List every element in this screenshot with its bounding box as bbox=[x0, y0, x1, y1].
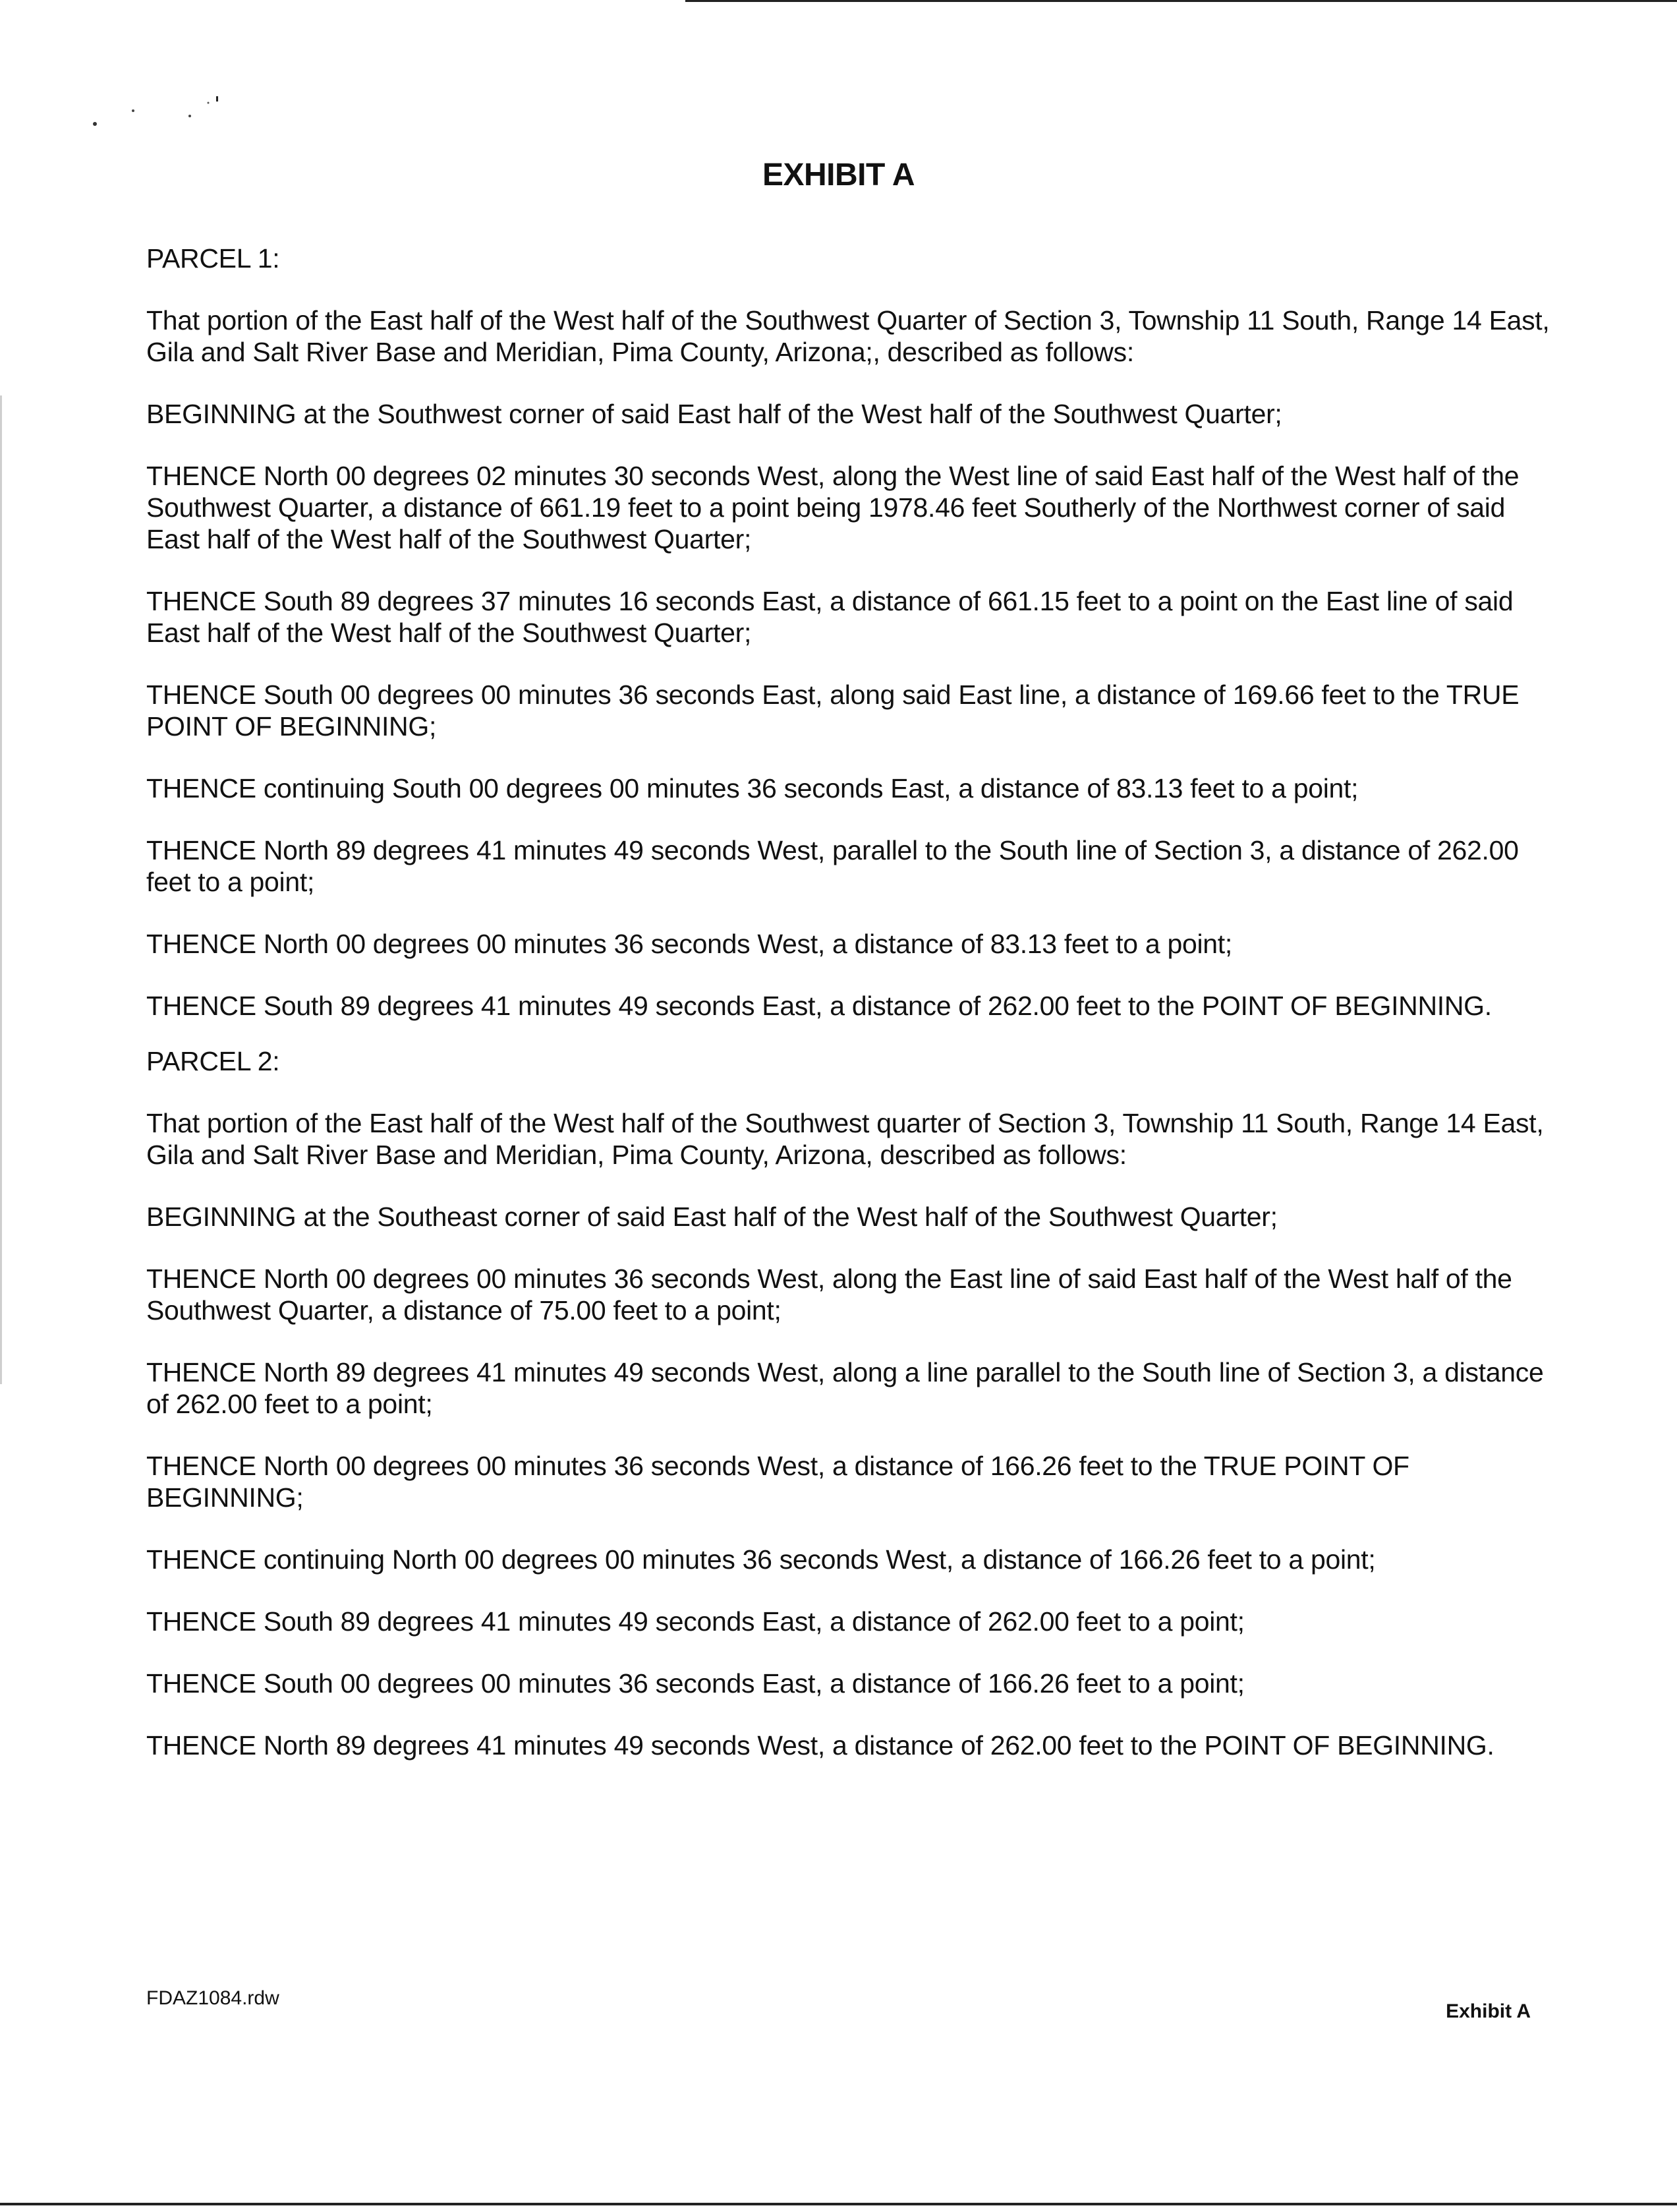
parcel-1-course-3: THENCE South 00 degrees 00 minutes 36 seconds East, along said East line, a distance of 169.66 feet to the TRUE POINT OF BEGINNING; bbox=[146, 680, 1520, 742]
footer-exhibit-label: Exhibit A bbox=[1446, 2000, 1531, 2022]
parcel-1-section bbox=[146, 243, 1550, 1022]
parcel-1-course-7: THENCE South 89 degrees 41 minutes 49 seconds East, a distance of 262.00 feet to the POINT OF BEGINNING. bbox=[146, 991, 1492, 1021]
parcel-2-description: That portion of the East half of the West half of the Southwest quarter of Section 3, Township 11 South, Range 14 East, Gila and Salt River Base and Meridian, Pima County, Arizona, described as follows: bbox=[146, 1108, 1544, 1170]
parcel-2-course-3: THENCE North 00 degrees 00 minutes 36 seconds West, a distance of 166.26 feet to the TRUE POINT OF BEGINNING; bbox=[146, 1451, 1409, 1513]
parcel-2-course-7: THENCE North 89 degrees 41 minutes 49 seconds West, a distance of 262.00 feet to the POINT OF BEGINNING. bbox=[146, 1730, 1494, 1761]
parcel-2-course-5: THENCE South 89 degrees 41 minutes 49 seconds East, a distance of 262.00 feet to a point; bbox=[146, 1606, 1245, 1637]
scan-left-edge bbox=[0, 395, 2, 1384]
parcel-2-course-6: THENCE South 00 degrees 00 minutes 36 seconds East, a distance of 166.26 feet to a point; bbox=[146, 1668, 1245, 1699]
parcel-1-description: That portion of the East half of the West half of the Southwest Quarter of Section 3, Township 11 South, Range 14 East, Gila and Salt River Base and Meridian, Pima County, Arizona;, described as follows: bbox=[146, 305, 1550, 367]
scan-specks bbox=[79, 86, 237, 138]
parcel-1-beginning: BEGINNING at the Southwest corner of said East half of the West half of the Southwest Quarter; bbox=[146, 399, 1282, 429]
scan-bottom-border bbox=[0, 2203, 1677, 2205]
parcel-2-beginning: BEGINNING at the Southeast corner of said East half of the West half of the Southwest Quarter; bbox=[146, 1202, 1278, 1232]
parcel-1-course-2: THENCE South 89 degrees 37 minutes 16 seconds East, a distance of 661.15 feet to a point on the East line of said East half of the West half of the Southwest Quarter; bbox=[146, 586, 1514, 648]
parcel-2-section bbox=[146, 1045, 1550, 1761]
parcel-1-course-5: THENCE North 89 degrees 41 minutes 49 seconds West, parallel to the South line of Section 3, a distance of 262.00 feet to a point; bbox=[146, 835, 1519, 897]
parcel-1-course-1: THENCE North 00 degrees 02 minutes 30 seconds West, along the West line of said East half of the West half of the Southwest Quarter, a distance of 661.19 feet to a point being 1978.46 feet Southerly of the Northwest corner of said East half of the West half of the Southwest Quarter; bbox=[146, 461, 1520, 554]
document-title: EXHIBIT A bbox=[762, 158, 915, 192]
parcel-2-heading: PARCEL 2: bbox=[146, 1046, 280, 1076]
parcel-2-course-4: THENCE continuing North 00 degrees 00 minutes 36 seconds West, a distance of 166.26 feet to a point; bbox=[146, 1544, 1376, 1575]
parcel-1-heading: PARCEL 1: bbox=[146, 243, 280, 274]
document-body bbox=[146, 243, 1550, 1791]
parcel-2-course-2: THENCE North 89 degrees 41 minutes 49 seconds West, along a line parallel to the South line of Section 3, a distance of 262.00 feet to a point; bbox=[146, 1357, 1544, 1419]
scan-top-border bbox=[685, 0, 1677, 2]
footer-filename: FDAZ1084.rdw bbox=[146, 1987, 279, 2009]
parcel-2-course-1: THENCE North 00 degrees 00 minutes 36 seconds West, along the East line of said East half of the West half of the Southwest Quarter, a distance of 75.00 feet to a point; bbox=[146, 1264, 1512, 1325]
parcel-1-course-6: THENCE North 00 degrees 00 minutes 36 seconds West, a distance of 83.13 feet to a point; bbox=[146, 929, 1232, 959]
parcel-1-course-4: THENCE continuing South 00 degrees 00 minutes 36 seconds East, a distance of 83.13 feet to a point; bbox=[146, 773, 1359, 803]
